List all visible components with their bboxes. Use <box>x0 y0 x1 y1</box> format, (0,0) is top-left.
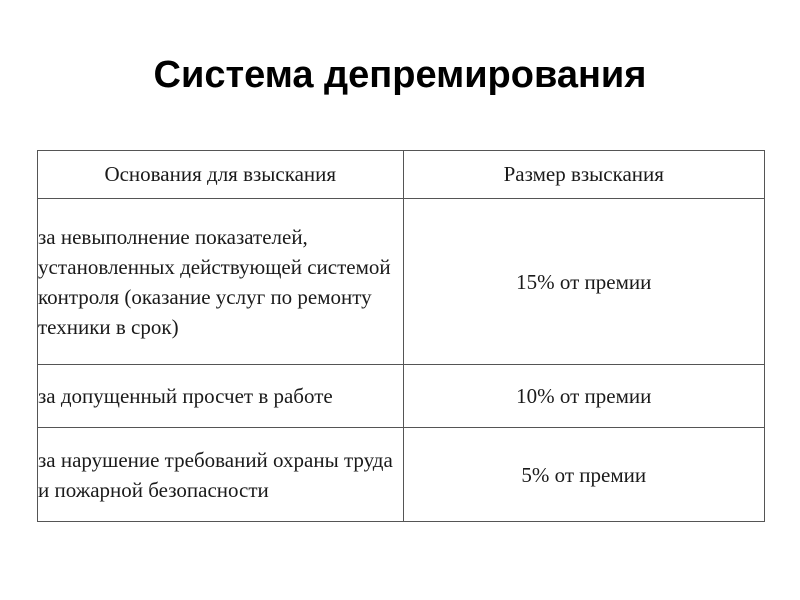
penalty-table <box>37 150 765 522</box>
row-amount: 15% от премии <box>403 199 764 365</box>
header-reason: Основания для взыскания <box>38 151 404 199</box>
table-row <box>38 365 765 428</box>
header-amount: Размер взыскания <box>403 151 764 199</box>
row-reason: за невыполнение показателей, установленных действующей системой контроля (оказание услуг по ремонту техники в срок) <box>38 199 404 365</box>
row-reason: за нарушение требований охраны труда и пожарной безопасности <box>38 428 404 522</box>
row-reason: за допущенный просчет в работе <box>38 365 404 428</box>
table-row <box>38 428 765 522</box>
table-row <box>38 199 765 365</box>
slide-title: Система депремирования <box>153 54 647 96</box>
table-header-row <box>38 151 765 199</box>
row-amount: 10% от премии <box>403 365 764 428</box>
row-amount: 5% от премии <box>403 428 764 522</box>
